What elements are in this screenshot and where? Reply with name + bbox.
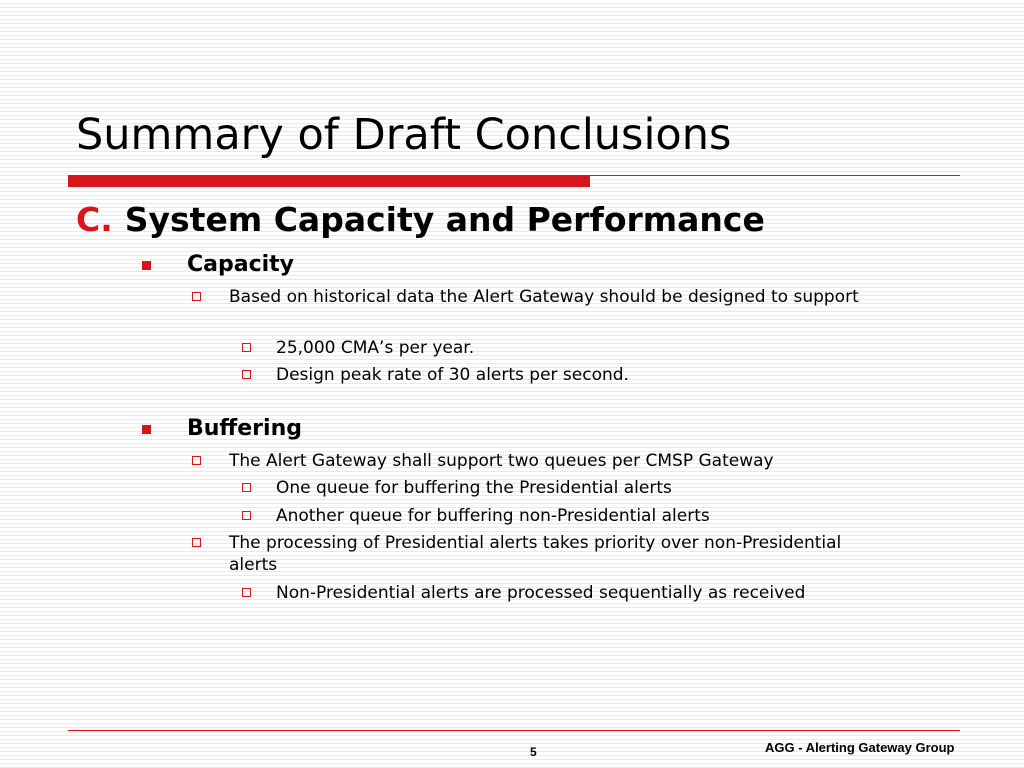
title-rule-thick <box>68 175 590 187</box>
point-text: The processing of Presidential alerts takes priority over non-Presidential alerts <box>229 533 842 575</box>
hollow-square-bullet-icon <box>242 370 251 379</box>
bullet-capacity <box>142 252 294 277</box>
filled-square-bullet-icon <box>142 425 151 434</box>
buffering-subpoint <box>242 582 805 604</box>
capacity-subpoint <box>242 364 629 386</box>
bullet-buffering <box>142 416 302 441</box>
hollow-square-bullet-icon <box>242 343 251 352</box>
footer-organization: AGG - Alerting Gateway Group <box>765 740 955 755</box>
filled-square-bullet-icon <box>142 261 151 270</box>
capacity-point <box>192 286 882 308</box>
title-rule-thin <box>590 175 960 176</box>
page-number: 5 <box>530 745 537 759</box>
section-letter: C. <box>76 200 113 239</box>
buffering-subpoint <box>242 477 672 499</box>
footer-rule <box>68 730 960 731</box>
subpoint-text: Another queue for buffering non-Presidential alerts <box>276 506 710 526</box>
point-text: Based on historical data the Alert Gateway should be designed to support <box>229 287 859 307</box>
hollow-square-bullet-icon <box>242 511 251 520</box>
hollow-square-bullet-icon <box>242 483 251 492</box>
subpoint-text: Design peak rate of 30 alerts per second. <box>276 365 629 385</box>
hollow-square-bullet-icon <box>242 588 251 597</box>
subpoint-text: 25,000 CMA’s per year. <box>276 338 475 358</box>
subpoint-text: One queue for buffering the Presidential alerts <box>276 478 672 498</box>
capacity-subpoint <box>242 337 474 359</box>
hollow-square-bullet-icon <box>192 456 201 465</box>
bullet-label: Buffering <box>187 416 302 441</box>
hollow-square-bullet-icon <box>192 292 201 301</box>
buffering-point <box>192 532 852 576</box>
section-heading <box>76 200 765 239</box>
slide-title: Summary of Draft Conclusions <box>76 110 732 160</box>
hollow-square-bullet-icon <box>192 538 201 547</box>
buffering-point <box>192 450 774 472</box>
subpoint-text: Non-Presidential alerts are processed sequentially as received <box>276 583 806 603</box>
buffering-subpoint <box>242 505 710 527</box>
section-title: System Capacity and Performance <box>124 200 765 239</box>
point-text: The Alert Gateway shall support two queues per CMSP Gateway <box>229 451 774 471</box>
bullet-label: Capacity <box>187 252 295 277</box>
